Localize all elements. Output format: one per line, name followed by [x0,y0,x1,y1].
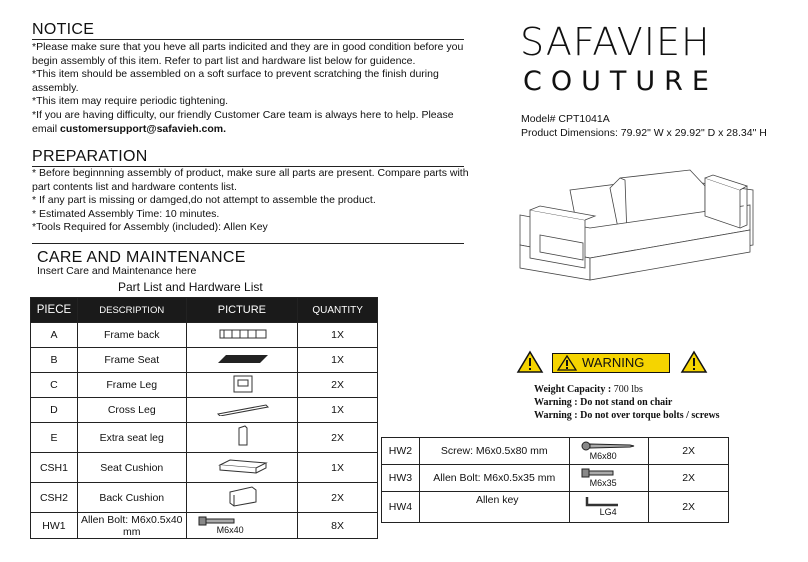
sofa-illustration [515,150,780,300]
warning-banner: WARNING [552,353,670,373]
frame-back-picture [212,327,272,341]
table-row: HW3 Allen Bolt: M6x0.5x35 mm M6x35 2X [382,465,729,492]
care-rule [32,243,464,244]
care-heading: CARE AND MAINTENANCE [37,249,246,266]
preparation-text: * Before beginnning assembly of product, make sure all parts are present. Compare parts with part contents list and hardware contents list. * If any part is missing or damged,do not attempt to assemble the product. * Estimated Assembly Time: 10 minutes. *Tools Required for Assembly (included): Allen Key [32,167,469,234]
header-piece: PIECE [31,298,78,323]
table-row: E Extra seat leg 2X [31,423,378,453]
model-number: Model# CPT1041A [521,113,610,125]
cross-leg-picture [212,402,272,416]
care-subtitle: Insert Care and Maintenance here [37,265,197,277]
table-row: B Frame Seat 1X [31,348,378,373]
notice-rule [32,39,464,40]
frame-seat-picture [212,352,272,366]
notice-text: *Please make sure that you heve all parts indicited and they are in good condition before you begin assembly of this item. Refer to part list and hardware list below for guidence. *This item should be assembled on a soft surface to prevent scratching the finish during assembly. *This item may require periodic tightening. *If you are having difficulty, our friendly Customer Care team is always here to help. Please email customersupport@safavieh.com. [32,41,464,135]
extra-seat-leg-picture [212,424,272,448]
preparation-heading: PREPARATION [32,148,148,165]
table-row: A Frame back 1X [31,323,378,348]
brand-logo-line2: COUTURE [523,66,718,97]
brand-logo-line1: SAFAVIEH [520,20,711,64]
warning-triangle-icon-left [516,350,544,374]
seat-cushion-picture [212,456,272,476]
table-row: CSH2 Back Cushion 2X [31,483,378,513]
parts-table [30,297,378,539]
header-picture: PICTURE [186,298,298,323]
part-list-title: Part List and Hardware List [118,280,263,294]
hardware-table [381,437,729,523]
warning-triangle-icon-right [680,350,708,374]
table-row: HW1 Allen Bolt: M6x0.5x40 mm M6x40 8X [31,513,378,539]
back-cushion-picture [212,485,272,507]
warning-triangle-icon-small [557,355,577,371]
table-row: CSH1 Seat Cushion 1X [31,453,378,483]
product-dimensions: Product Dimensions: 79.92" W x 29.92" D x 28.34" H [521,127,767,139]
notice-heading: NOTICE [32,21,95,38]
header-description: DESCRIPTION [77,298,186,323]
table-row: HW2 Screw: M6x0.5x80 mm M6x80 2X [382,438,729,465]
table-row: HW4 Allen key LG4 2X [382,492,729,523]
table-row: D Cross Leg 1X [31,398,378,423]
header-quantity: QUANTITY [298,298,378,323]
frame-leg-picture [212,374,272,394]
support-email[interactable]: customersupport@safavieh.com. [60,122,227,135]
table-row: C Frame Leg 2X [31,373,378,398]
warning-text: Weight Capacity : 700 lbs Warning : Do not stand on chair Warning : Do not over torque bolts / screws [534,384,720,421]
